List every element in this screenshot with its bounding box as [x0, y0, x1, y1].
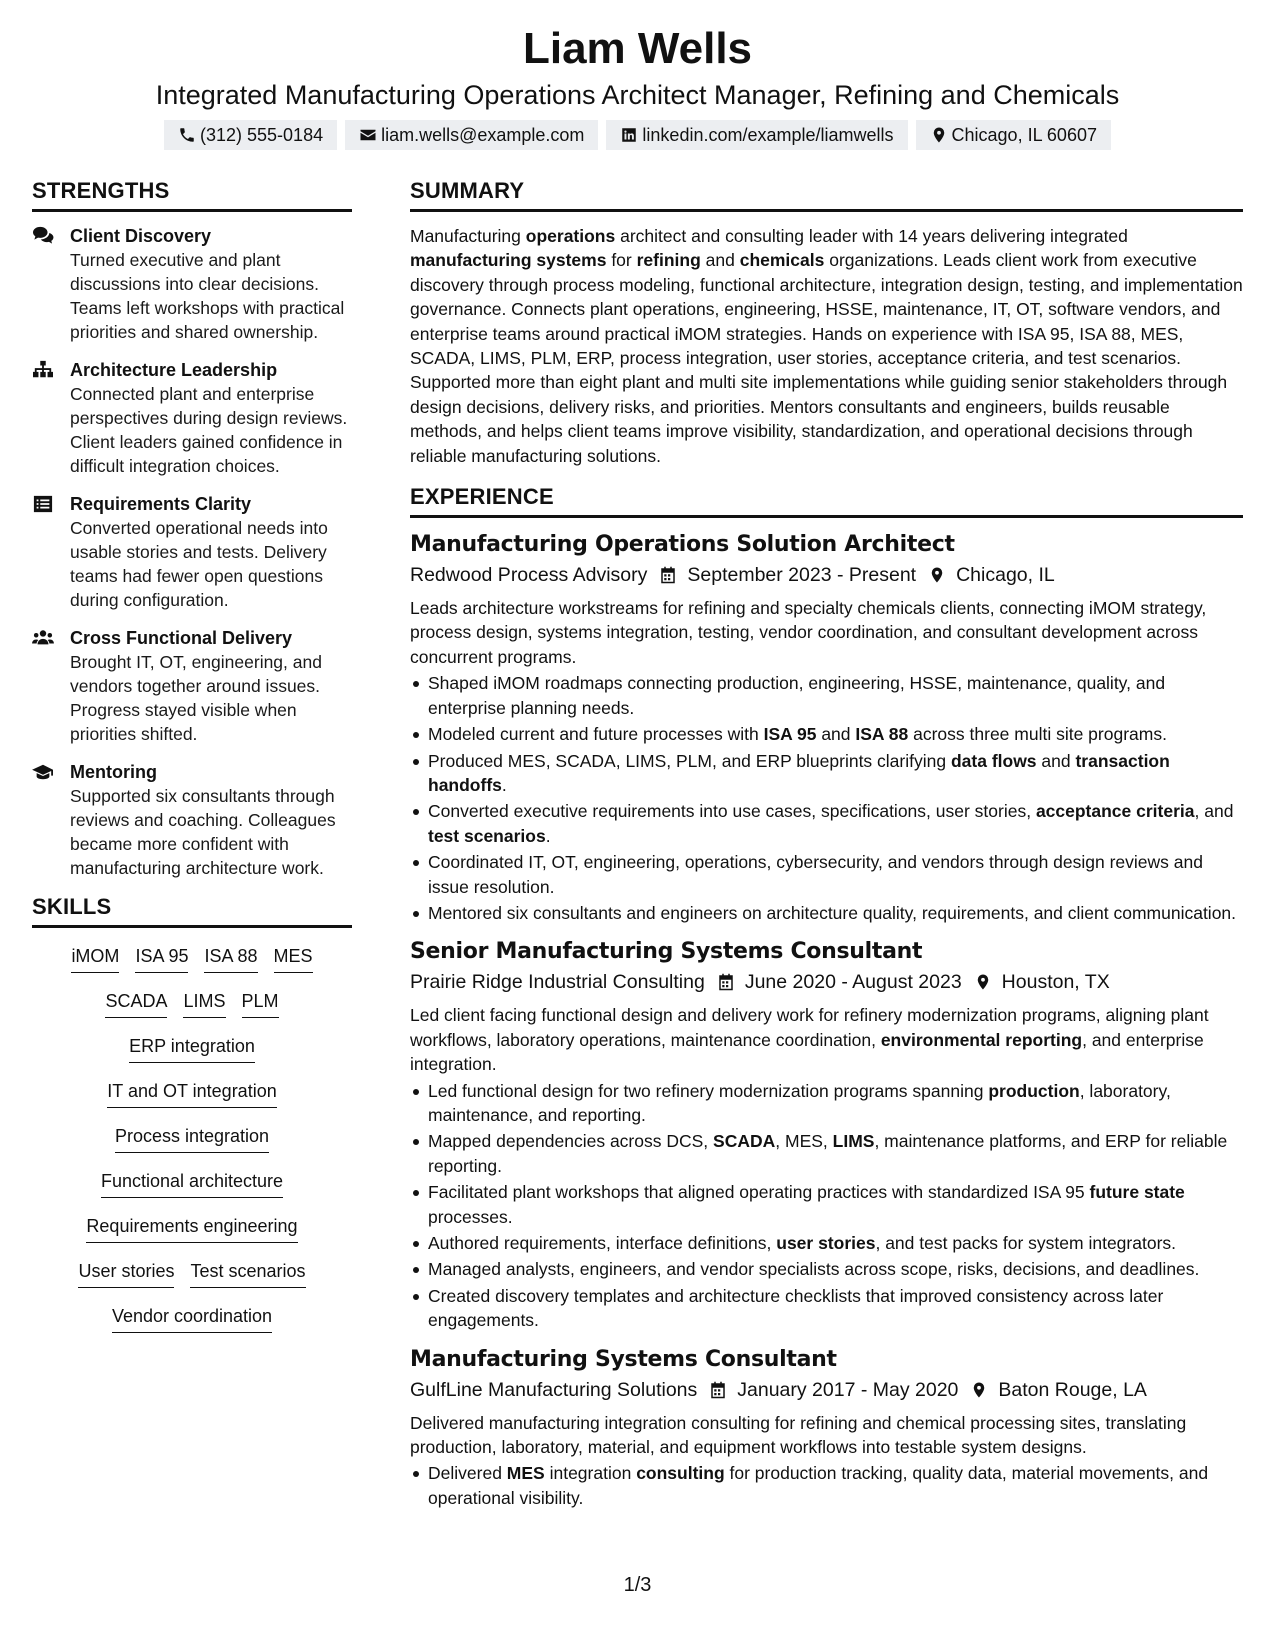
strengths-heading: STRENGTHS	[32, 178, 352, 212]
candidate-name: Liam Wells	[522, 24, 753, 73]
strength-description: Supported six consultants through reviews and coaching. Colleagues became more confident with manufacturing architecture work.	[70, 786, 336, 878]
bullet-item	[410, 671, 1243, 720]
text-run: Created discovery templates and architecture checklists that improved consistency across later engagements.	[428, 1285, 1164, 1331]
text-run: , and	[1194, 801, 1234, 822]
bold-text: acceptance criteria	[1035, 801, 1195, 822]
job-dates: January 2017 - May 2020	[737, 1378, 959, 1401]
bold-text: LIMS	[832, 1131, 875, 1152]
text-run: organizations. Leads client work from executive discovery through process modeling, functional architecture, integration design, testing, and implementation governance. Connects plant operations, engineering, HSSE, maintenance, IT, OT, software vendors, and enterprise teams around practical iMOM strategies. Hands on experience with ISA 95, ISA 88, MES, SCADA, LIMS, PLM, ERP, process integration, user stories, acceptance criteria, and test scenarios. Supported more than eight plant and multi site implementations while guiding senior stakeholders through design decisions, delivery risks, and priorities. Mentors consultants and engineers, builds reusable methods, and helps client teams improve visibility, standardization, and operational decisions through reliable manufacturing solutions.	[410, 250, 1243, 466]
skill-row	[105, 989, 278, 1034]
skill-tag: Test scenarios	[190, 1259, 305, 1288]
text-run: Mentored six consultants and engineers on architecture quality, requirements, and client communication.	[428, 902, 1237, 923]
graduation-cap-icon	[32, 762, 54, 782]
job-title: Manufacturing Systems Consultant	[410, 1346, 837, 1372]
strength-title: Client Discovery	[70, 226, 212, 246]
text-run: for production tracking, quality data, material movements, and operational visibility.	[428, 1463, 1209, 1508]
calendar-icon	[659, 566, 677, 584]
text-run: , and test packs for system integrators.	[875, 1233, 1177, 1253]
strength-title: Mentoring	[70, 762, 157, 782]
text-run: Coordinated IT, OT, engineering, operations, cybersecurity, and vendors through design reviews and issue resolution.	[428, 852, 1203, 897]
skill-tag: Functional architecture	[101, 1169, 283, 1198]
location-pin-icon	[970, 1381, 988, 1399]
sitemap-icon	[32, 360, 54, 380]
skill-row	[107, 1079, 276, 1124]
skills-list	[32, 944, 352, 1349]
job-company: Prairie Ridge Industrial Consulting	[410, 971, 705, 994]
contact-email[interactable]	[345, 120, 598, 150]
skill-tag: ISA 95	[135, 944, 188, 973]
strength-description: Connected plant and enterprise perspectives during design reviews. Client leaders gained confidence in difficult integration choices.	[70, 384, 348, 476]
contact-linkedin[interactable]	[606, 120, 907, 150]
summary-text	[410, 224, 1243, 468]
job-company: Redwood Process Advisory	[410, 564, 648, 587]
job-entry	[410, 1345, 1243, 1511]
text-run: Led client facing functional design and delivery work for refinery modernization programs, aligning plant workflows, laboratory operations, maintenance coordination,	[410, 1005, 1209, 1050]
job-bullets	[410, 1079, 1243, 1333]
text-run: Shaped iMOM roadmaps connecting production, engineering, HSSE, maintenance, quality, and enterprise planning needs.	[428, 673, 1166, 718]
text-run: processes.	[428, 1206, 513, 1227]
strength-item	[32, 492, 352, 612]
bullet-item	[410, 1461, 1243, 1510]
resume-header	[0, 22, 1275, 150]
text-run: Modeled current and future processes with	[428, 724, 764, 745]
job-meta	[410, 1375, 1243, 1405]
bold-text: ISA 88	[855, 724, 909, 745]
bold-text: SCADA	[713, 1131, 776, 1152]
skill-row	[78, 1259, 305, 1304]
job-location: Houston, TX	[1001, 971, 1110, 994]
bullet-item	[410, 1284, 1243, 1333]
bold-text: operations	[525, 226, 616, 246]
text-run: Led functional design for two refinery modernization programs spanning	[428, 1080, 989, 1101]
bold-text: MES	[506, 1463, 545, 1484]
list-icon	[32, 494, 54, 514]
bold-text: transaction handoffs	[428, 750, 1170, 795]
skill-row	[112, 1304, 272, 1349]
job-dates: September 2023 - Present	[687, 564, 917, 587]
text-run: Authored requirements, interface definitions,	[428, 1233, 777, 1253]
bullet-item	[410, 1180, 1243, 1229]
text-run: Converted executive requirements into use cases, specifications, user stories,	[428, 801, 1036, 822]
strength-item	[32, 358, 352, 478]
text-run: Delivered manufacturing integration consulting for refining and chemical processing sites, translating production, laboratory, material, and equipment workflows into testable system designs.	[410, 1412, 1187, 1458]
bullet-item	[410, 901, 1243, 925]
job-location: Chicago, IL	[956, 564, 1055, 587]
location-pin-icon	[974, 973, 992, 991]
users-icon	[32, 628, 54, 648]
job-entry	[410, 530, 1243, 925]
bold-text: environmental reporting	[880, 1029, 1083, 1050]
skill-tag: ERP integration	[129, 1034, 255, 1063]
location-pin-icon	[928, 566, 946, 584]
page-number: 1/3	[623, 1574, 652, 1596]
bold-text: consulting	[636, 1463, 725, 1484]
location-pin-icon	[930, 126, 948, 144]
bold-text: ISA 95	[763, 724, 817, 745]
text-run: Delivered	[428, 1463, 507, 1484]
text-run: Facilitated plant workshops that aligned operating practices with standardized ISA 95	[428, 1182, 1090, 1203]
strength-description: Turned executive and plant discussions into clear decisions. Teams left workshops with practical priorities and shared ownership.	[70, 250, 345, 342]
text-run: Mapped dependencies across DCS,	[428, 1131, 714, 1152]
bullet-item	[410, 850, 1243, 899]
job-meta	[410, 560, 1243, 590]
skill-tag: Vendor coordination	[112, 1304, 272, 1333]
bold-text: production	[988, 1080, 1080, 1101]
experience-heading: EXPERIENCE	[410, 484, 1243, 518]
skill-row	[115, 1124, 269, 1169]
text-run: Leads architecture workstreams for refining and specialty chemicals clients, connecting iMOM strategy, process design, systems integration, testing, vendor coordination, and consultant development across concurrent programs.	[410, 598, 1207, 667]
skill-row	[129, 1034, 255, 1079]
bullet-item	[410, 799, 1243, 848]
calendar-icon	[709, 1381, 727, 1399]
skill-tag: ISA 88	[204, 944, 257, 973]
bullet-item	[410, 1079, 1243, 1128]
skill-row	[86, 1214, 297, 1259]
job-description	[410, 1003, 1243, 1076]
text-run: and	[1036, 750, 1076, 771]
skill-tag: Process integration	[115, 1124, 269, 1153]
contact-phone[interactable]	[164, 120, 337, 150]
bold-text: manufacturing systems	[410, 250, 607, 271]
comments-icon	[32, 226, 54, 246]
job-bullets	[410, 1461, 1243, 1510]
left-column	[32, 178, 352, 1349]
text-run: , laboratory, maintenance, and reporting.	[428, 1080, 1171, 1125]
experience-list	[410, 530, 1243, 1510]
strength-description: Brought IT, OT, engineering, and vendors together around issues. Progress stayed visible when priorities shifted.	[70, 652, 322, 744]
text-run: , and enterprise integration.	[410, 1029, 1204, 1075]
bullet-item	[410, 722, 1243, 746]
strength-item	[32, 760, 352, 880]
bold-text: user stories	[776, 1233, 876, 1253]
strength-title: Architecture Leadership	[70, 360, 278, 380]
skill-tag: iMOM	[71, 944, 119, 973]
contact-location	[916, 120, 1111, 150]
bold-text: test scenarios	[428, 825, 546, 846]
skill-tag: PLM	[242, 989, 279, 1018]
text-run: , MES,	[775, 1131, 833, 1152]
job-dates: June 2020 - August 2023	[744, 971, 962, 994]
bullet-item	[410, 1257, 1243, 1281]
candidate-title: Integrated Manufacturing Operations Architect Manager, Refining and Chemicals	[155, 80, 1120, 110]
text-run: integration	[544, 1463, 637, 1484]
right-column	[410, 178, 1243, 1522]
text-run: Managed analysts, engineers, and vendor specialists across scope, risks, decisions, and deadlines.	[428, 1259, 1200, 1280]
strength-title: Requirements Clarity	[70, 494, 252, 514]
summary-heading: SUMMARY	[410, 178, 1243, 212]
contact-phone-text: (312) 555-0184	[200, 124, 324, 145]
bullet-item	[410, 1129, 1243, 1178]
text-run: for	[606, 250, 637, 271]
skill-tag: LIMS	[183, 989, 225, 1018]
strength-item	[32, 224, 352, 344]
bold-text: data flows	[950, 750, 1037, 771]
skill-tag: IT and OT integration	[107, 1079, 276, 1108]
skill-row	[71, 944, 312, 989]
text-run: and	[700, 250, 740, 271]
skill-tag: User stories	[78, 1259, 174, 1288]
text-run: Produced MES, SCADA, LIMS, PLM, and ERP blueprints clarifying	[428, 750, 951, 771]
bullet-item	[410, 1231, 1243, 1255]
strength-description: Converted operational needs into usable stories and tests. Delivery teams had fewer open questions during configuration.	[70, 518, 328, 610]
bold-text: refining	[636, 250, 701, 271]
bullet-item	[410, 749, 1243, 798]
envelope-icon	[359, 126, 377, 144]
job-title: Manufacturing Operations Solution Architect	[410, 532, 955, 558]
phone-icon	[178, 126, 196, 144]
contact-bar	[0, 120, 1275, 150]
skill-tag: MES	[274, 944, 313, 973]
contact-email-text: liam.wells@example.com	[381, 124, 585, 145]
skill-row	[101, 1169, 283, 1214]
contact-linkedin-text: linkedin.com/example/liamwells	[642, 124, 894, 145]
strength-item	[32, 626, 352, 746]
text-run: Manufacturing	[410, 226, 526, 246]
bold-text: future state	[1089, 1182, 1185, 1203]
text-run: .	[501, 774, 507, 795]
text-run: and	[816, 724, 856, 745]
skill-tag: Requirements engineering	[86, 1214, 297, 1243]
job-location: Baton Rouge, LA	[998, 1378, 1147, 1401]
linkedin-icon	[620, 126, 638, 144]
skills-heading: SKILLS	[32, 894, 352, 928]
contact-location-text: Chicago, IL 60607	[951, 124, 1097, 145]
job-company: GulfLine Manufacturing Solutions	[410, 1378, 698, 1401]
strength-title: Cross Functional Delivery	[70, 628, 293, 648]
job-entry	[410, 937, 1243, 1332]
job-title: Senior Manufacturing Systems Consultant	[410, 939, 923, 965]
text-run: across three multi site programs.	[908, 724, 1167, 745]
job-meta	[410, 967, 1243, 997]
job-description	[410, 596, 1243, 669]
calendar-icon	[717, 973, 735, 991]
text-run: , maintenance platforms, and ERP for reliable reporting.	[428, 1131, 1228, 1176]
text-run: architect and consulting leader with 14 years delivering integrated	[615, 226, 1128, 246]
text-run: .	[545, 825, 551, 846]
job-bullets	[410, 671, 1243, 925]
job-description	[410, 1411, 1243, 1460]
skill-tag: SCADA	[105, 989, 167, 1018]
bold-text: chemicals	[739, 250, 825, 271]
